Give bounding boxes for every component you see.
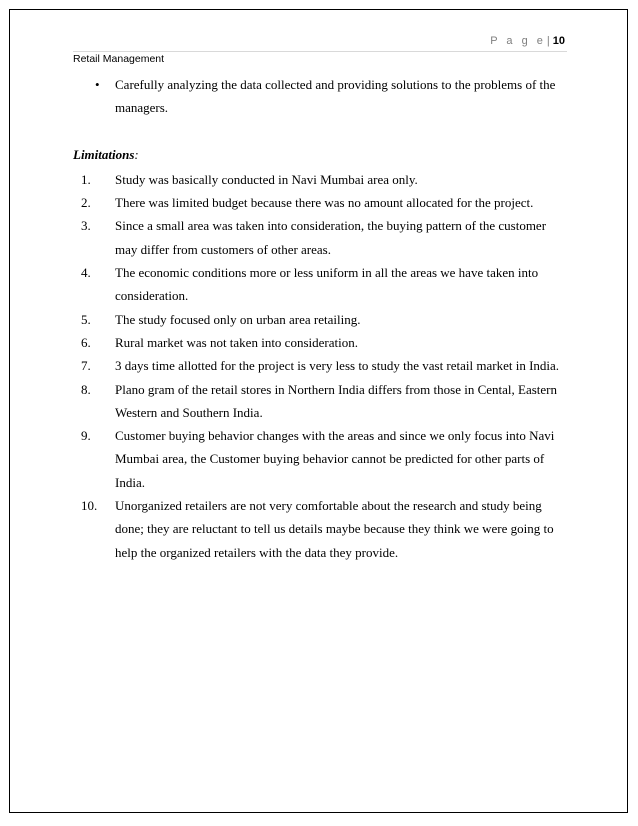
header-rule [73,51,567,52]
list-item-text: The economic conditions more or less uniform in all the areas we have taken into consideration. [115,265,539,304]
list-item [73,191,567,214]
page-separator: | [546,35,550,47]
list-item-number: 4. [81,265,91,281]
list-item-number: 3. [81,218,91,234]
list-item [73,331,567,354]
list-item-text: Rural market was not taken into consideration. [115,334,358,350]
document-body [73,73,567,564]
page-number-value: 10 [552,35,565,47]
list-item [73,494,567,564]
limitations-list [73,168,567,564]
list-item-text: Unorganized retailers are not very comfortable about the research and study being done; they are reluctant to tell us details maybe because they think we were going to help the organized retailers with the data they provide. [115,498,554,560]
list-item [73,261,567,308]
bullet-text: Carefully analyzing the data collected and providing solutions to the problems of the managers. [115,77,556,116]
list-item-text: Study was basically conducted in Navi Mumbai area only. [115,171,418,187]
page-label: P a g e [490,35,546,47]
list-item [73,214,567,261]
list-item-number: 9. [81,428,91,444]
list-item-text: 3 days time allotted for the project is very less to study the vast retail market in India. [115,358,560,374]
list-item-text: Plano gram of the retail stores in Northern India differs from those in Cental, Eastern Western and Southern India. [115,381,557,420]
list-item [73,168,567,191]
list-item-number: 7. [81,358,91,374]
bullet-icon: • [95,77,100,92]
section-heading-colon: : [134,146,139,162]
section-heading-text: Limitations [73,146,135,162]
list-item-number: 1. [81,171,91,187]
list-item-number: 10. [81,498,98,514]
page-number [490,35,565,47]
running-header-title: Retail Management [73,53,165,65]
list-item [73,308,567,331]
list-item [73,378,567,425]
list-item-text: Customer buying behavior changes with the areas and since we only focus into Navi Mumbai area, the Customer buying behavior cannot be predicted for other parts of India. [115,428,555,490]
list-item [73,424,567,494]
list-item-text: Since a small area was taken into consideration, the buying pattern of the customer may differ from customers of other areas. [115,218,547,257]
list-item-number: 5. [81,311,91,327]
list-item-number: 8. [81,381,91,397]
section-heading [73,143,567,166]
bullet-item [73,73,567,120]
list-item-text: The study focused only on urban area retailing. [115,311,361,327]
list-item-text: There was limited budget because there was no amount allocated for the project. [115,195,534,211]
list-item-number: 2. [81,195,91,211]
list-item-number: 6. [81,334,91,350]
list-item [73,354,567,377]
